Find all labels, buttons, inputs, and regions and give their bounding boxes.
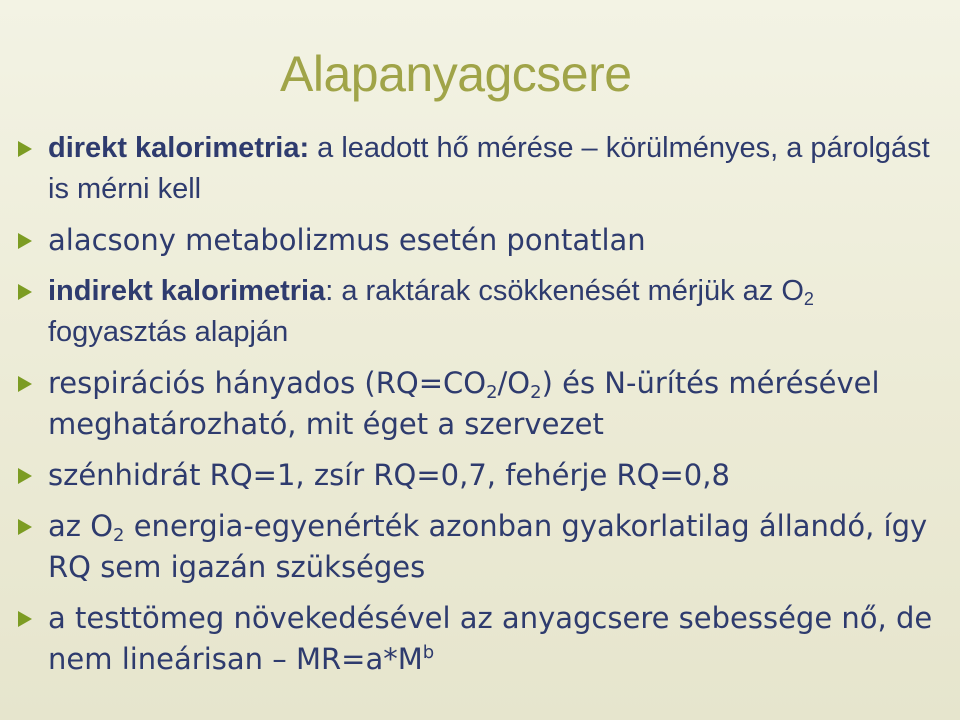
- bullet-text: alacsony metabolizmus esetén pontatlan: [48, 223, 646, 257]
- superscript: b: [422, 642, 435, 663]
- bullet-text: ) és N-ürítés mérésével meghatározható, mit éget a szervezet: [48, 366, 880, 441]
- subscript: 2: [113, 525, 125, 546]
- bullet-keyword: indirekt kalorimetria: [48, 275, 326, 307]
- bullet-text: szénhidrát RQ=1, zsír RQ=0,7, fehérje RQ=0,8: [48, 458, 730, 492]
- bullet-text: respirációs hányados (RQ=CO: [48, 366, 487, 400]
- bullet-marker-icon: [18, 284, 32, 300]
- slide-title: Alapanyagcsere: [280, 46, 632, 102]
- bullet-item: [12, 220, 948, 261]
- bullet-text: energia-egyenérték azonban gyakorlatilag állandó, így RQ sem igazán szükséges: [48, 509, 928, 584]
- subscript: 2: [530, 382, 542, 403]
- bullet-item: [12, 455, 948, 496]
- bullet-item: [12, 128, 948, 210]
- bullet-text: /O: [497, 366, 531, 400]
- bullet-text: a leadott hő mérése – körülményes, a párolgást is mérni kell: [48, 132, 930, 205]
- bullet-marker-icon: [18, 611, 32, 627]
- subscript: 2: [486, 382, 498, 403]
- bullet-text: a testtömeg növekedésével az anyagcsere sebessége nő, de nem lineárisan – MR=a*M: [48, 601, 933, 676]
- bullet-keyword: direkt kalorimetria:: [48, 132, 310, 164]
- bullet-text: az O: [48, 509, 114, 543]
- bullet-text: : a raktárak csökkenését mérjük az O: [325, 275, 804, 307]
- bullet-marker-icon: [18, 233, 32, 249]
- bullet-marker-icon: [18, 519, 32, 535]
- bullet-item: [12, 506, 948, 588]
- bullet-text: fogyasztás alapján: [48, 316, 289, 348]
- bullet-marker-icon: [18, 468, 32, 484]
- bullet-marker-icon: [18, 376, 32, 392]
- bullet-marker-icon: [18, 141, 32, 157]
- bullet-item: [12, 598, 948, 680]
- bullet-item: [12, 363, 948, 445]
- bullet-item: [12, 271, 948, 353]
- bullet-list: [12, 128, 948, 690]
- subscript: 2: [803, 289, 814, 309]
